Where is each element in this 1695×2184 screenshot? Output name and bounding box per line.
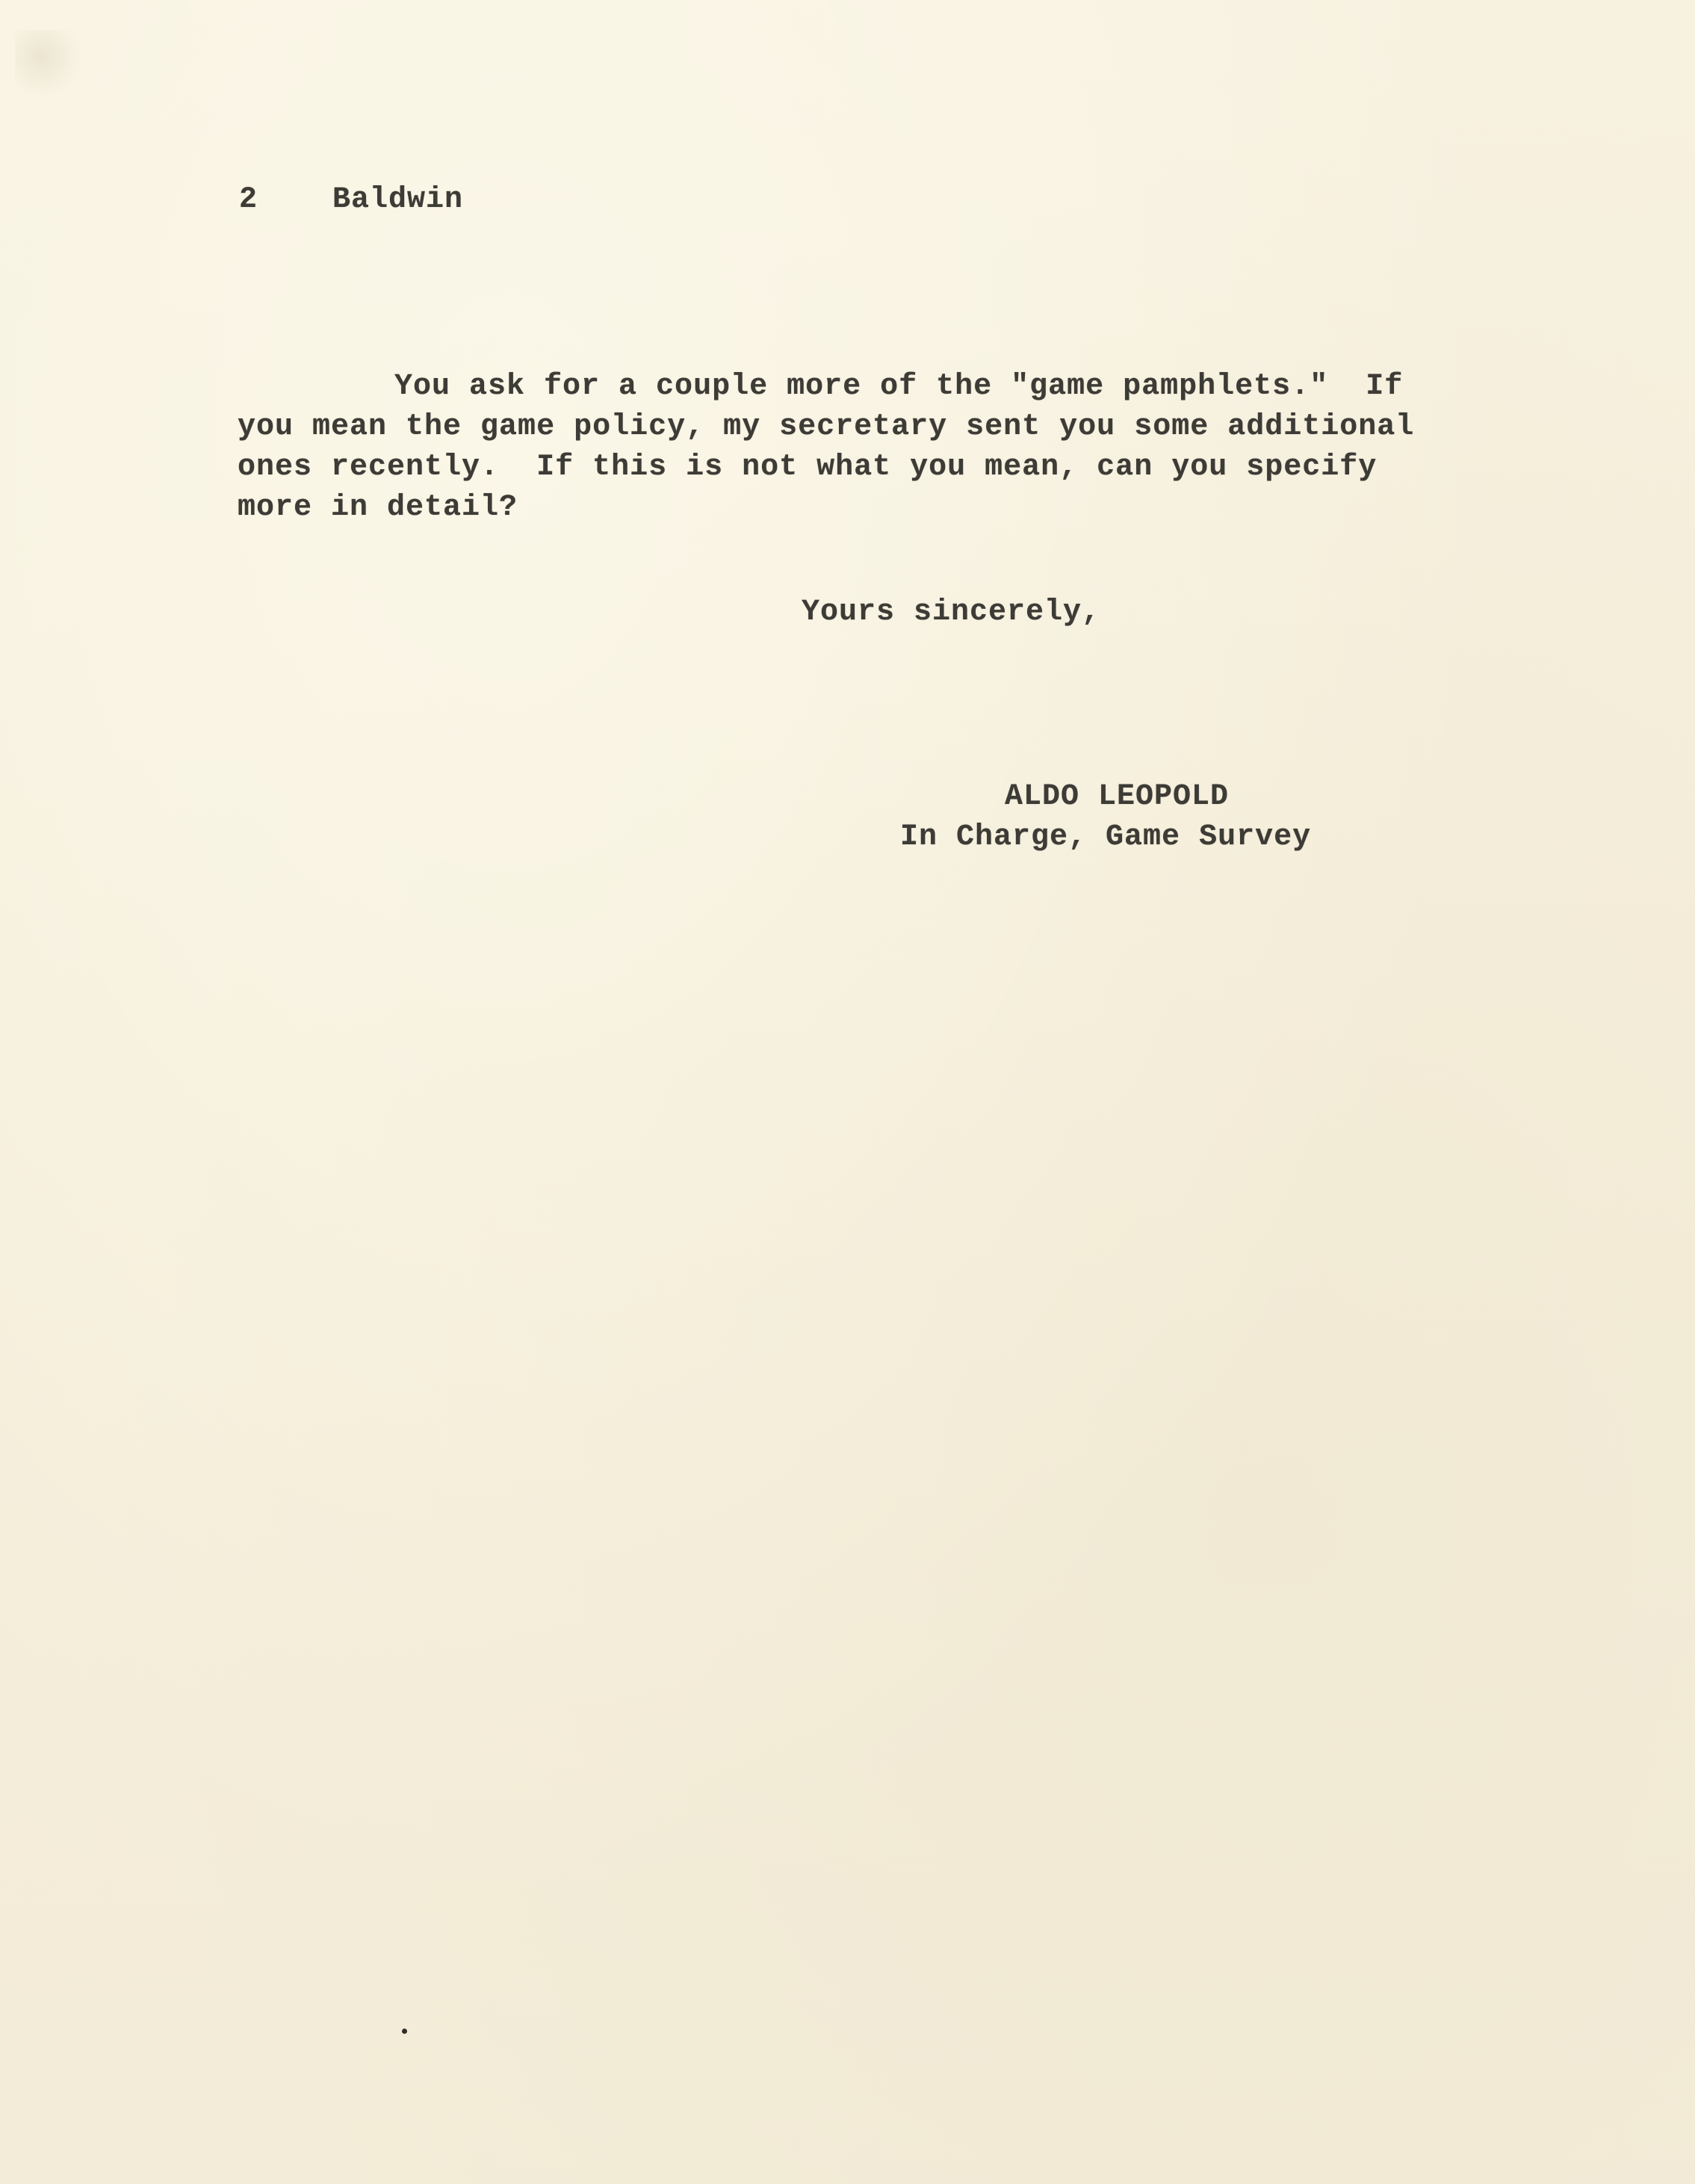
signature-title: In Charge, Game Survey	[900, 820, 1312, 854]
body-line-4: more in detail?	[238, 491, 518, 525]
closing: Yours sincerely,	[802, 596, 1101, 629]
body-line-1: You ask for a couple more of the "game pamphlets." If	[394, 370, 1404, 403]
paper-crease	[15, 30, 82, 97]
body-line-3: ones recently. If this is not what you mean, can you specify	[238, 451, 1378, 484]
page-number: 2	[239, 183, 258, 217]
recipient-name: Baldwin	[332, 183, 464, 217]
ink-dot	[402, 2029, 407, 2034]
signature-name: ALDO LEOPOLD	[1005, 780, 1230, 814]
body-line-2: you mean the game policy, my secretary sent you some additional	[238, 410, 1415, 444]
